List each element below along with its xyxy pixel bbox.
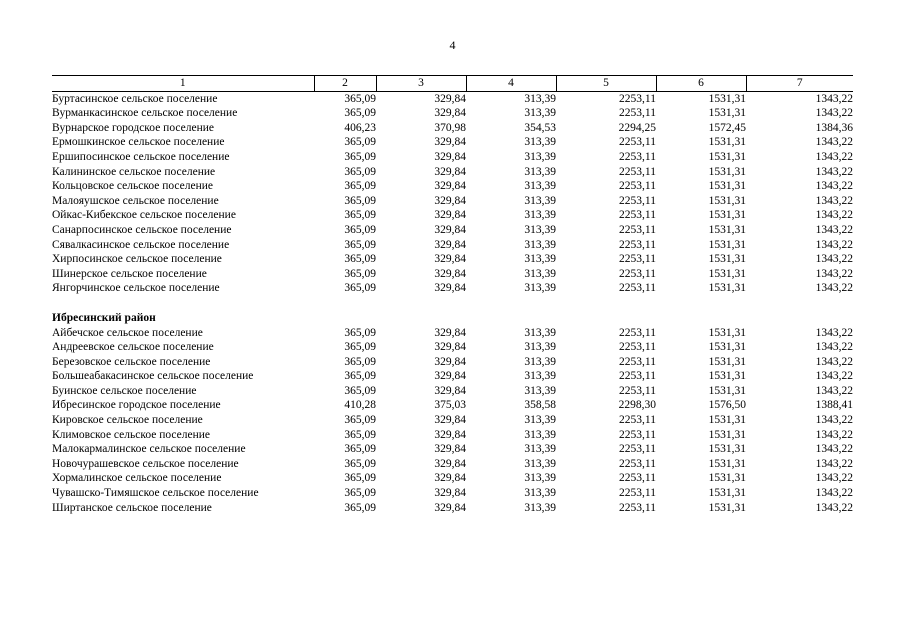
- value-cell: 1531,31: [708, 165, 746, 178]
- section-title: Ибресинский район: [52, 311, 156, 324]
- column-header: 4: [466, 76, 556, 92]
- value-cell: 1343,22: [815, 414, 853, 427]
- value-cell: 2253,11: [619, 355, 656, 368]
- column-header: 7: [746, 76, 853, 92]
- value-cell: 313,39: [524, 443, 556, 456]
- value-cell: 365,09: [344, 223, 376, 236]
- value-cell: 313,39: [524, 355, 556, 368]
- table-row: [52, 267, 853, 282]
- value-cell: 313,39: [524, 457, 556, 470]
- value-cell: 365,09: [344, 414, 376, 427]
- value-cell: 313,39: [524, 136, 556, 149]
- settlement-name-cell: Шинерское сельское поселение: [52, 267, 207, 280]
- value-cell: 2253,11: [619, 384, 656, 397]
- settlement-name-cell: Хормалинское сельское поселение: [52, 472, 222, 485]
- value-cell: 1343,22: [815, 150, 853, 163]
- table-row: [52, 121, 853, 136]
- value-cell: 365,09: [344, 472, 376, 485]
- value-cell: 1531,31: [708, 253, 746, 266]
- value-cell: 1531,31: [708, 209, 746, 222]
- value-cell: 329,84: [434, 355, 466, 368]
- value-cell: 2253,11: [619, 267, 656, 280]
- value-cell: 365,09: [344, 341, 376, 354]
- table-row: [52, 398, 853, 413]
- value-cell: 1531,31: [708, 150, 746, 163]
- settlement-name-cell: Ширтанское сельское поселение: [52, 501, 212, 514]
- value-cell: 365,09: [344, 238, 376, 251]
- value-cell: 1531,31: [708, 487, 746, 500]
- table-row: [52, 340, 853, 355]
- value-cell: 1343,22: [815, 326, 853, 339]
- settlement-name-cell: Большеабакасинское сельское поселение: [52, 370, 254, 383]
- value-cell: 329,84: [434, 253, 466, 266]
- value-cell: 1531,31: [708, 501, 746, 514]
- value-cell: 329,84: [434, 209, 466, 222]
- table-row: [52, 486, 853, 501]
- value-cell: 365,09: [344, 384, 376, 397]
- value-cell: 1343,22: [815, 194, 853, 207]
- value-cell: 365,09: [344, 136, 376, 149]
- value-cell: 329,84: [434, 326, 466, 339]
- settlement-name-cell: Вурманкасинское сельское поселение: [52, 107, 238, 120]
- table-row: [52, 413, 853, 428]
- value-cell: 2253,11: [619, 92, 656, 105]
- value-cell: 313,39: [524, 267, 556, 280]
- value-cell: 1531,31: [708, 238, 746, 251]
- value-cell: 329,84: [434, 282, 466, 295]
- value-cell: 2253,11: [619, 341, 656, 354]
- value-cell: 365,09: [344, 150, 376, 163]
- value-cell: 2298,30: [618, 399, 656, 412]
- settlement-name-cell: Хирпосинское сельское поселение: [52, 253, 222, 266]
- value-cell: 2253,11: [619, 472, 656, 485]
- value-cell: 1531,31: [708, 370, 746, 383]
- settlement-name-cell: Андреевское сельское поселение: [52, 341, 214, 354]
- value-cell: 329,84: [434, 443, 466, 456]
- table-row: [52, 281, 853, 296]
- value-cell: 365,09: [344, 267, 376, 280]
- value-cell: 365,09: [344, 355, 376, 368]
- settlement-name-cell: Ибресинское городское поселение: [52, 399, 221, 412]
- value-cell: 365,09: [344, 487, 376, 500]
- value-cell: 1576,50: [708, 399, 746, 412]
- settlement-name-cell: Кировское сельское поселение: [52, 414, 203, 427]
- settlement-name-cell: Ойкас-Кибекское сельское поселение: [52, 209, 236, 222]
- table-row: [52, 91, 853, 106]
- value-cell: 1343,22: [815, 92, 853, 105]
- value-cell: 1343,22: [815, 223, 853, 236]
- value-cell: 1531,31: [708, 326, 746, 339]
- value-cell: 313,39: [524, 326, 556, 339]
- value-cell: 329,84: [434, 92, 466, 105]
- table-row: [52, 223, 853, 238]
- value-cell: 313,39: [524, 501, 556, 514]
- value-cell: 365,09: [344, 457, 376, 470]
- value-cell: 2253,11: [619, 443, 656, 456]
- value-cell: 313,39: [524, 282, 556, 295]
- value-cell: 370,98: [434, 121, 466, 134]
- table-row: [52, 106, 853, 121]
- value-cell: 1343,22: [815, 428, 853, 441]
- value-cell: 313,39: [524, 370, 556, 383]
- value-cell: 410,28: [344, 399, 376, 412]
- settlement-name-cell: Чувашско-Тимяшское сельское поселение: [52, 487, 259, 500]
- table-row: [52, 150, 853, 165]
- value-cell: 2253,11: [619, 414, 656, 427]
- table-row: [52, 471, 853, 486]
- table-body: [52, 76, 853, 516]
- value-cell: 365,09: [344, 180, 376, 193]
- value-cell: 1343,22: [815, 457, 853, 470]
- value-cell: 313,39: [524, 180, 556, 193]
- column-header: 6: [656, 76, 746, 92]
- value-cell: 1531,31: [708, 443, 746, 456]
- table-row: [52, 165, 853, 180]
- value-cell: 1531,31: [708, 180, 746, 193]
- table-row: [52, 384, 853, 399]
- value-cell: 1531,31: [708, 267, 746, 280]
- value-cell: 1531,31: [708, 92, 746, 105]
- settlement-name-cell: Малояушское сельское поселение: [52, 194, 219, 207]
- settlement-name-cell: Ершипосинское сельское поселение: [52, 150, 230, 163]
- value-cell: 329,84: [434, 107, 466, 120]
- value-cell: 1343,22: [815, 180, 853, 193]
- settlement-name-cell: Калининское сельское поселение: [52, 165, 216, 178]
- table-row: [52, 355, 853, 370]
- value-cell: 1343,22: [815, 253, 853, 266]
- value-cell: 365,09: [344, 253, 376, 266]
- value-cell: 365,09: [344, 428, 376, 441]
- value-cell: 1343,22: [815, 238, 853, 251]
- value-cell: 313,39: [524, 194, 556, 207]
- value-cell: 1343,22: [815, 165, 853, 178]
- settlement-name-cell: Климовское сельское поселение: [52, 428, 211, 441]
- section-spacer: [52, 296, 853, 311]
- value-cell: 313,39: [524, 253, 556, 266]
- value-cell: 329,84: [434, 194, 466, 207]
- settlement-name-cell: Янгорчинское сельское поселение: [52, 282, 220, 295]
- table-row: [52, 428, 853, 443]
- settlement-name-cell: Новочурашевское сельское поселение: [52, 457, 239, 470]
- value-cell: 2253,11: [619, 150, 656, 163]
- value-cell: 1343,22: [815, 355, 853, 368]
- value-cell: 365,09: [344, 107, 376, 120]
- value-cell: 329,84: [434, 341, 466, 354]
- value-cell: 365,09: [344, 92, 376, 105]
- value-cell: 1531,31: [708, 414, 746, 427]
- settlement-name-cell: Айбечское сельское поселение: [52, 326, 203, 339]
- settlement-name-cell: Сявалкасинское сельское поселение: [52, 238, 230, 251]
- value-cell: 1343,22: [815, 107, 853, 120]
- settlement-name-cell: Санарпосинское сельское поселение: [52, 223, 232, 236]
- value-cell: 2253,11: [619, 487, 656, 500]
- value-cell: 1388,41: [815, 399, 853, 412]
- value-cell: 313,39: [524, 384, 556, 397]
- value-cell: 2253,11: [619, 238, 656, 251]
- table-row: [52, 179, 853, 194]
- spacer-cell: [52, 296, 853, 311]
- value-cell: 2253,11: [619, 107, 656, 120]
- value-cell: 2253,11: [619, 370, 656, 383]
- value-cell: 2253,11: [619, 209, 656, 222]
- value-cell: 365,09: [344, 443, 376, 456]
- value-cell: 1531,31: [708, 341, 746, 354]
- settlement-name-cell: Буинское сельское поселение: [52, 384, 197, 397]
- value-cell: 1531,31: [708, 107, 746, 120]
- value-cell: 329,84: [434, 150, 466, 163]
- value-cell: 1531,31: [708, 136, 746, 149]
- table-row: [52, 252, 853, 267]
- table-row: [52, 369, 853, 384]
- value-cell: 313,39: [524, 92, 556, 105]
- value-cell: 2253,11: [619, 501, 656, 514]
- settlement-name-cell: Вурнарское городское поселение: [52, 121, 214, 134]
- value-cell: 365,09: [344, 370, 376, 383]
- value-cell: 406,23: [344, 121, 376, 134]
- value-cell: 313,39: [524, 223, 556, 236]
- settlement-name-cell: Малокармалинское сельское поселение: [52, 443, 246, 456]
- value-cell: 2253,11: [619, 180, 656, 193]
- value-cell: 375,03: [434, 399, 466, 412]
- value-cell: 2253,11: [619, 282, 656, 295]
- value-cell: 329,84: [434, 267, 466, 280]
- value-cell: 1572,45: [708, 121, 746, 134]
- value-cell: 329,84: [434, 180, 466, 193]
- value-cell: 1531,31: [708, 472, 746, 485]
- value-cell: 2253,11: [619, 457, 656, 470]
- value-cell: 329,84: [434, 428, 466, 441]
- value-cell: 329,84: [434, 136, 466, 149]
- value-cell: 329,84: [434, 487, 466, 500]
- settlement-name-cell: Буртасинское сельское поселение: [52, 92, 218, 105]
- value-cell: 1531,31: [708, 194, 746, 207]
- value-cell: 1343,22: [815, 370, 853, 383]
- value-cell: 1343,22: [815, 341, 853, 354]
- value-cell: 313,39: [524, 487, 556, 500]
- table-row: [52, 208, 853, 223]
- value-cell: 1343,22: [815, 501, 853, 514]
- settlement-name-cell: Кольцовское сельское поселение: [52, 180, 214, 193]
- value-cell: 313,39: [524, 107, 556, 120]
- value-cell: 313,39: [524, 428, 556, 441]
- table-row: [52, 135, 853, 150]
- value-cell: 313,39: [524, 472, 556, 485]
- value-cell: 313,39: [524, 238, 556, 251]
- value-cell: 1531,31: [708, 282, 746, 295]
- value-cell: 329,84: [434, 223, 466, 236]
- value-cell: 329,84: [434, 414, 466, 427]
- value-cell: 2253,11: [619, 326, 656, 339]
- column-header: 2: [314, 76, 376, 92]
- table-row: [52, 326, 853, 341]
- value-cell: 1343,22: [815, 136, 853, 149]
- value-cell: 329,84: [434, 501, 466, 514]
- value-cell: 365,09: [344, 194, 376, 207]
- table-row: [52, 194, 853, 209]
- value-cell: 2294,25: [618, 121, 656, 134]
- value-cell: 329,84: [434, 457, 466, 470]
- value-cell: 358,58: [524, 399, 556, 412]
- value-cell: 365,09: [344, 501, 376, 514]
- value-cell: 329,84: [434, 472, 466, 485]
- value-cell: 1343,22: [815, 282, 853, 295]
- column-header: 5: [556, 76, 656, 92]
- value-cell: 2253,11: [619, 165, 656, 178]
- value-cell: 2253,11: [619, 194, 656, 207]
- value-cell: 1343,22: [815, 267, 853, 280]
- value-cell: 329,84: [434, 384, 466, 397]
- column-header: 3: [376, 76, 466, 92]
- value-cell: 1343,22: [815, 443, 853, 456]
- value-cell: 1343,22: [815, 472, 853, 485]
- value-cell: 365,09: [344, 165, 376, 178]
- table-row: [52, 501, 853, 516]
- value-cell: 1343,22: [815, 384, 853, 397]
- value-cell: 1531,31: [708, 223, 746, 236]
- value-cell: 1384,36: [815, 121, 853, 134]
- table-row: [52, 442, 853, 457]
- section-heading-row: [52, 311, 853, 326]
- value-cell: 1343,22: [815, 209, 853, 222]
- table-header-row: [52, 76, 853, 92]
- page-number: 4: [449, 38, 456, 52]
- value-cell: 313,39: [524, 150, 556, 163]
- value-cell: 2253,11: [619, 428, 656, 441]
- table-row: [52, 238, 853, 253]
- column-header: 1: [52, 76, 314, 92]
- value-cell: 365,09: [344, 209, 376, 222]
- value-cell: 354,53: [524, 121, 556, 134]
- tariff-table: [52, 75, 853, 515]
- value-cell: 313,39: [524, 414, 556, 427]
- settlement-name-cell: Березовское сельское поселение: [52, 355, 211, 368]
- value-cell: 1531,31: [708, 384, 746, 397]
- value-cell: 2253,11: [619, 253, 656, 266]
- value-cell: 313,39: [524, 209, 556, 222]
- value-cell: 365,09: [344, 326, 376, 339]
- value-cell: 329,84: [434, 370, 466, 383]
- value-cell: 1531,31: [708, 457, 746, 470]
- value-cell: 2253,11: [619, 223, 656, 236]
- value-cell: 313,39: [524, 165, 556, 178]
- value-cell: 329,84: [434, 238, 466, 251]
- table-row: [52, 457, 853, 472]
- value-cell: 1531,31: [708, 428, 746, 441]
- value-cell: 1531,31: [708, 355, 746, 368]
- value-cell: 313,39: [524, 341, 556, 354]
- value-cell: 329,84: [434, 165, 466, 178]
- settlement-name-cell: Ермошкинское сельское поселение: [52, 136, 225, 149]
- value-cell: 2253,11: [619, 136, 656, 149]
- value-cell: 365,09: [344, 282, 376, 295]
- value-cell: 1343,22: [815, 487, 853, 500]
